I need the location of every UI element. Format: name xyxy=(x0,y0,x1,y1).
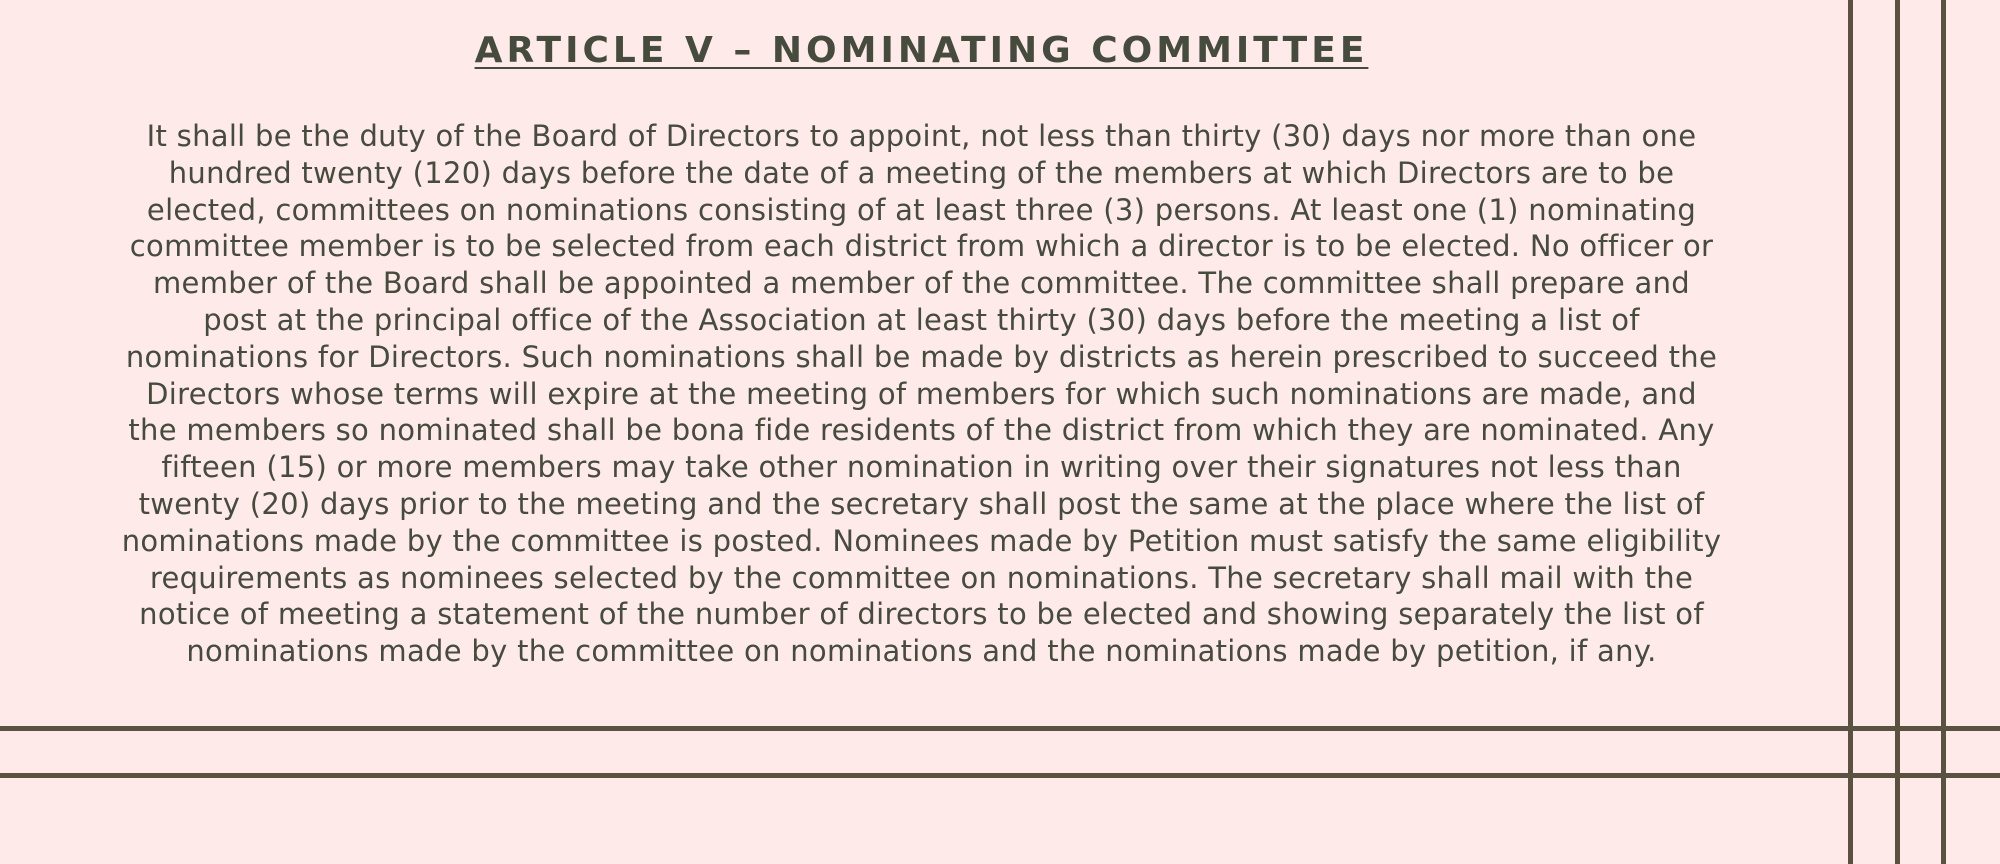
decorative-horizontal-line xyxy=(0,726,2000,731)
body-line: hundred twenty (120) days before the date of a meeting of the members at which Directors are to be xyxy=(168,155,1675,190)
decorative-vertical-line xyxy=(1848,0,1853,864)
body-line: elected, committees on nominations consisting of at least three (3) persons. At least one (1) nominating xyxy=(146,192,1697,227)
body-line: fifteen (15) or more members may take other nomination in writing over their signatures not less than xyxy=(161,450,1682,485)
decorative-vertical-line xyxy=(1895,0,1900,864)
body-line: nominations made by the committee on nominations and the nominations made by petition, if any. xyxy=(186,634,1657,669)
body-line: nominations for Directors. Such nominations shall be made by districts as herein prescribed to succeed the xyxy=(125,339,1718,374)
body-line: twenty (20) days prior to the meeting and the secretary shall post the same at the place where the list of xyxy=(138,486,1705,521)
article-title-text: ARTICLE V – NOMINATING COMMITTEE xyxy=(474,30,1369,71)
body-line: Directors whose terms will expire at the meeting of members for which such nominations are made, and xyxy=(146,376,1697,411)
body-line: requirements as nominees selected by the committee on nominations. The secretary shall mail with the xyxy=(149,560,1694,595)
body-line: It shall be the duty of the Board of Directors to appoint, not less than thirty (30) days nor more than one xyxy=(146,119,1697,153)
article-title xyxy=(0,30,1843,71)
article-body xyxy=(20,118,1823,670)
body-line: nominations made by the committee is posted. Nominees made by Petition must satisfy the same eligibility xyxy=(121,523,1722,558)
body-line: committee member is to be selected from each district from which a director is to be elected. No officer or xyxy=(129,229,1714,264)
body-line: the members so nominated shall be bona fide residents of the district from which they are nominated. Any xyxy=(128,413,1715,448)
decorative-horizontal-line xyxy=(0,773,2000,778)
body-line: member of the Board shall be appointed a member of the committee. The committee shall prepare and xyxy=(153,266,1690,301)
body-line: post at the principal office of the Association at least thirty (30) days before the meeting a list of xyxy=(203,302,1640,337)
body-line: notice of meeting a statement of the number of directors to be elected and showing separately the list of xyxy=(139,597,1704,632)
decorative-vertical-line xyxy=(1941,0,1946,864)
